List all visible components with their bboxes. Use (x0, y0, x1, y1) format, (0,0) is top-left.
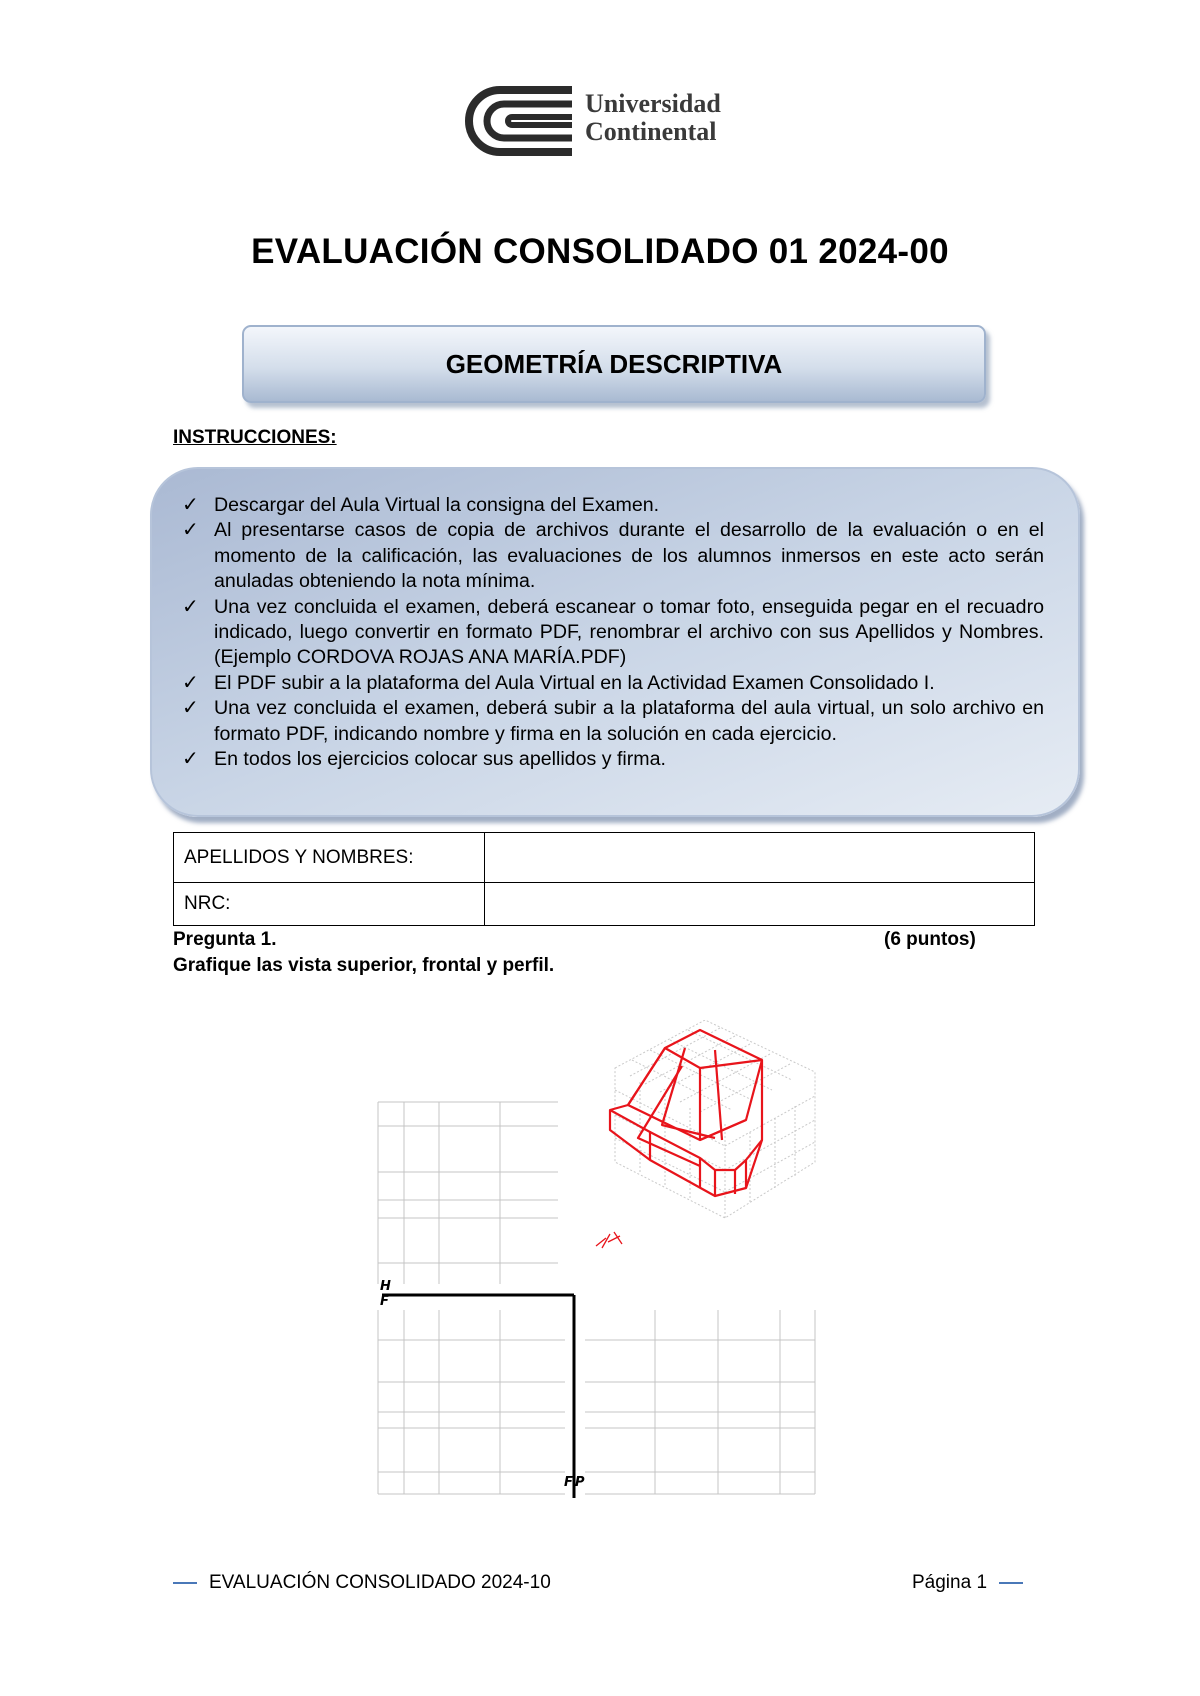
checkmark-icon: ✓ (182, 697, 199, 720)
table-row (174, 883, 1035, 926)
name-label: APELLIDOS Y NOMBRES: (174, 833, 485, 883)
fp-label-p: P (575, 1475, 585, 1490)
instruction-text: Al presentarse casos de copia de archivos durante el desarrollo de la evaluación o en el momento de la calificación, las evaluaciones de los alumnos inmersos en este acto serán anuladas obteniendo la nota mínima. (214, 519, 1044, 593)
checkmark-icon: ✓ (182, 494, 199, 516)
name-field[interactable] (485, 833, 1035, 883)
checkmark-icon: ✓ (182, 671, 199, 694)
folding-lines (382, 1295, 574, 1498)
top-view-grid (378, 1102, 558, 1284)
student-info-table (173, 832, 1035, 926)
logo-mark-icon (460, 80, 580, 162)
instruction-text: Una vez concluida el examen, deberá subir a la plataforma del aula virtual, un solo archivo en formato PDF, indicando nombre y firma en la solución en cada ejercicio. (214, 697, 1044, 745)
hf-label: H (380, 1279, 391, 1294)
logo-text-continental: Continental (585, 117, 717, 146)
instruction-text: En todos los ejercicios colocar sus apellidos y firma. (214, 748, 666, 771)
instruction-item (182, 696, 1044, 747)
side-view-grid (585, 1310, 815, 1494)
checkmark-icon: ✓ (182, 595, 199, 618)
front-view-grid (378, 1310, 565, 1494)
hf-label-f: F (380, 1294, 389, 1309)
fp-label: F (564, 1475, 573, 1490)
footer-exam-name: EVALUACIÓN CONSOLIDADO 2024-10 (209, 1572, 551, 1593)
table-row (174, 833, 1035, 883)
instruction-text: El PDF subir a la plataforma del Aula Virtual en la Actividad Examen Consolidado I. (214, 671, 935, 694)
iso-axis-mark (596, 1232, 622, 1248)
exam-title: EVALUACIÓN CONSOLIDADO 01 2024-00 (251, 232, 949, 271)
instruction-item (182, 493, 1044, 518)
page-number: Página 1 (912, 1572, 988, 1593)
subject-banner (242, 325, 986, 403)
question-points: (6 puntos) (884, 929, 976, 950)
footer-dash (173, 1582, 197, 1584)
university-logo (460, 80, 750, 162)
footer-left (173, 1572, 551, 1594)
nrc-label: NRC: (174, 883, 485, 926)
question-title: Pregunta 1. (173, 929, 277, 950)
instructions-panel (150, 467, 1080, 817)
instructions-heading: INSTRUCCIONES: (173, 427, 337, 448)
instruction-text: Descargar del Aula Virtual la consigna del Examen. (214, 494, 660, 516)
instruction-item (182, 747, 1044, 772)
logo-text-universidad: Universidad (585, 89, 721, 118)
subject-name: GEOMETRÍA DESCRIPTIVA (445, 348, 783, 379)
instruction-item (182, 671, 1044, 696)
footer-right (912, 1572, 1035, 1594)
instruction-item (182, 595, 1044, 671)
instruction-item (182, 518, 1044, 594)
nrc-field[interactable] (485, 883, 1035, 926)
instructions-list (182, 493, 1044, 772)
checkmark-icon: ✓ (182, 748, 199, 771)
question-text: Grafique las vista superior, frontal y perfil. (173, 955, 555, 976)
checkmark-icon: ✓ (182, 519, 199, 542)
instruction-text: Una vez concluida el examen, deberá escanear o tomar foto, enseguida pegar en el recuadro indicado, luego convertir en formato PDF, renombrar el archivo con sus Apellidos y Nombres. (Ejemplo CORDOVA ROJAS ANA MARÍA.PDF) (214, 595, 1044, 669)
projection-drawing (370, 1020, 840, 1520)
footer-dash (999, 1582, 1023, 1584)
